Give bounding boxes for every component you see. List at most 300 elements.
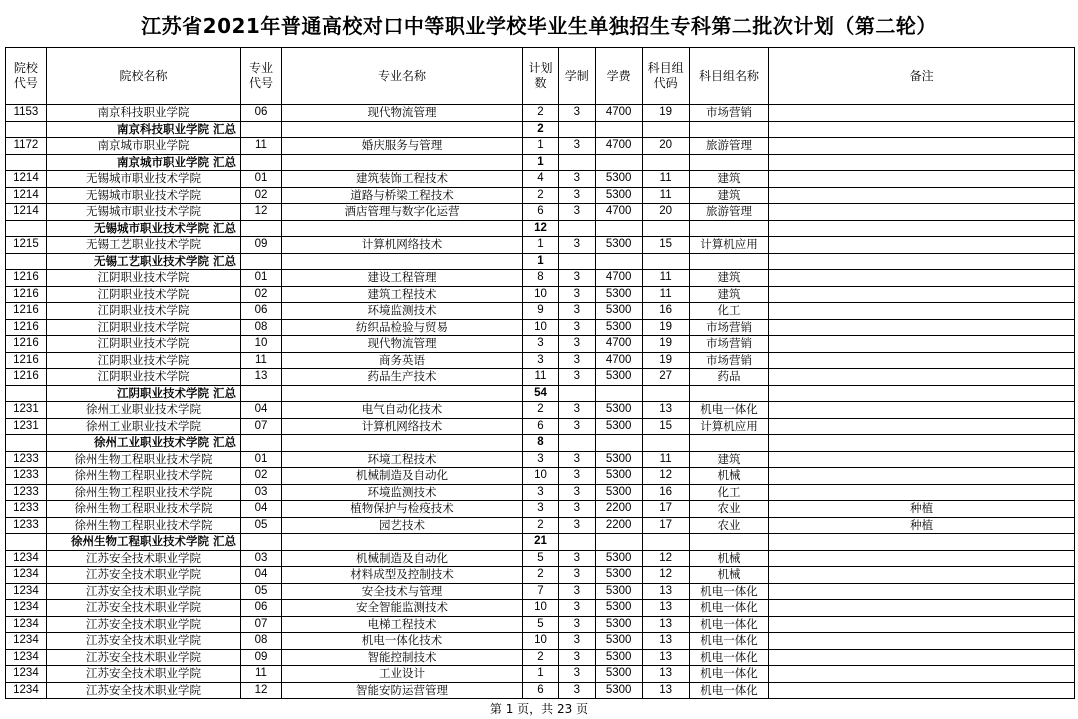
cell-major-code: 12 [241,204,282,221]
cell-group-name: 机电一体化 [689,633,769,650]
table-row [6,550,1075,567]
cell-school-code: 1233 [6,501,47,518]
cell-empty [558,385,595,402]
header-group-code: 科目组代码 [642,48,689,105]
cell-school-name: 江阴职业技术学院 [46,352,240,369]
cell-school-name: 无锡城市职业技术学院 [46,171,240,188]
cell-school-code: 1231 [6,418,47,435]
cell-group-name: 建筑 [689,270,769,287]
cell-group-name: 建筑 [689,451,769,468]
cell-years: 3 [558,105,595,122]
cell-years: 3 [558,303,595,320]
summary-row [6,435,1075,452]
cell-major-name: 道路与桥梁工程技术 [281,187,522,204]
table-row [6,319,1075,336]
cell-empty [281,534,522,551]
cell-major-name: 酒店管理与数字化运营 [281,204,522,221]
cell-years: 3 [558,501,595,518]
cell-group-name: 旅游管理 [689,138,769,155]
page-footer: 第 1 页，共 23 页 [489,702,589,716]
cell-empty [642,220,689,237]
cell-years: 3 [558,204,595,221]
cell-plan: 2 [523,567,559,584]
cell-empty [642,435,689,452]
cell-fee: 5300 [595,237,642,254]
cell-empty [281,385,522,402]
cell-school-name: 江苏安全技术职业学院 [46,567,240,584]
cell-remark: 种植 [769,501,1075,518]
cell-fee: 4700 [595,336,642,353]
cell-major-name: 环境监测技术 [281,303,522,320]
cell-major-code: 09 [241,237,282,254]
cell-school-code: 1234 [6,649,47,666]
cell-group-name: 机电一体化 [689,666,769,683]
cell-empty [769,253,1075,270]
cell-empty [558,220,595,237]
cell-major-name: 智能安防运营管理 [281,682,522,699]
cell-plan: 10 [523,468,559,485]
table-row [6,402,1075,419]
cell-empty [595,534,642,551]
cell-major-name: 商务英语 [281,352,522,369]
plan-table-body [6,105,1075,699]
cell-major-code: 08 [241,633,282,650]
cell-fee: 5300 [595,286,642,303]
cell-remark [769,187,1075,204]
cell-school-name: 徐州生物工程职业技术学院 [46,468,240,485]
cell-years: 3 [558,517,595,534]
header-school-name: 院校名称 [46,48,240,105]
cell-empty [595,435,642,452]
cell-group-code: 13 [642,682,689,699]
table-row [6,484,1075,501]
cell-school-name: 江苏安全技术职业学院 [46,682,240,699]
cell-fee: 4700 [595,270,642,287]
cell-group-code: 20 [642,138,689,155]
cell-fee: 4700 [595,105,642,122]
cell-school-code: 1214 [6,204,47,221]
cell-remark [769,171,1075,188]
summary-label: 徐州生物工程职业技术学院 汇总 [46,534,240,551]
cell-empty [6,154,47,171]
cell-fee: 5300 [595,369,642,386]
cell-major-name: 计算机网络技术 [281,237,522,254]
cell-major-name: 机械制造及自动化 [281,550,522,567]
cell-group-name: 建筑 [689,286,769,303]
cell-major-code: 06 [241,600,282,617]
cell-empty [595,220,642,237]
cell-remark: 种植 [769,517,1075,534]
summary-label: 徐州工业职业技术学院 汇总 [46,435,240,452]
cell-empty [281,121,522,138]
cell-empty [281,435,522,452]
cell-empty [241,154,282,171]
cell-years: 3 [558,468,595,485]
summary-plan: 1 [523,253,559,270]
cell-school-name: 徐州生物工程职业技术学院 [46,484,240,501]
summary-plan: 2 [523,121,559,138]
cell-school-name: 徐州工业职业技术学院 [46,402,240,419]
cell-years: 3 [558,583,595,600]
cell-remark [769,451,1075,468]
cell-school-code: 1214 [6,187,47,204]
cell-school-name: 徐州生物工程职业技术学院 [46,451,240,468]
cell-empty [595,121,642,138]
cell-group-name: 机电一体化 [689,616,769,633]
cell-school-name: 徐州生物工程职业技术学院 [46,517,240,534]
cell-major-code: 02 [241,187,282,204]
cell-major-code: 05 [241,583,282,600]
table-row [6,666,1075,683]
cell-empty [769,385,1075,402]
cell-years: 3 [558,550,595,567]
cell-group-code: 15 [642,418,689,435]
cell-school-code: 1234 [6,682,47,699]
cell-group-code: 19 [642,105,689,122]
summary-row [6,220,1075,237]
cell-group-code: 20 [642,204,689,221]
cell-years: 3 [558,682,595,699]
cell-empty [558,534,595,551]
cell-school-name: 江苏安全技术职业学院 [46,666,240,683]
cell-empty [642,121,689,138]
cell-school-code: 1233 [6,484,47,501]
cell-remark [769,105,1075,122]
cell-major-code: 03 [241,484,282,501]
cell-group-name: 建筑 [689,187,769,204]
cell-group-name: 机电一体化 [689,600,769,617]
summary-row [6,534,1075,551]
cell-school-code: 1234 [6,550,47,567]
cell-major-code: 13 [241,369,282,386]
cell-group-name: 建筑 [689,171,769,188]
cell-years: 3 [558,171,595,188]
cell-major-name: 现代物流管理 [281,105,522,122]
cell-years: 3 [558,138,595,155]
cell-empty [558,154,595,171]
cell-plan: 11 [523,369,559,386]
cell-school-name: 江阴职业技术学院 [46,369,240,386]
cell-empty [241,253,282,270]
cell-empty [6,435,47,452]
cell-group-code: 27 [642,369,689,386]
cell-remark [769,204,1075,221]
cell-group-code: 17 [642,501,689,518]
cell-remark [769,468,1075,485]
cell-group-name: 机电一体化 [689,583,769,600]
cell-school-name: 徐州生物工程职业技术学院 [46,501,240,518]
cell-empty [6,253,47,270]
cell-school-name: 无锡工艺职业技术学院 [46,237,240,254]
table-row [6,204,1075,221]
table-row [6,583,1075,600]
cell-plan: 10 [523,633,559,650]
cell-major-code: 03 [241,550,282,567]
cell-group-code: 12 [642,550,689,567]
cell-plan: 10 [523,286,559,303]
cell-empty [689,154,769,171]
cell-fee: 5300 [595,583,642,600]
cell-school-code: 1215 [6,237,47,254]
cell-school-code: 1216 [6,270,47,287]
cell-years: 3 [558,567,595,584]
cell-remark [769,369,1075,386]
cell-group-name: 机电一体化 [689,402,769,419]
table-row [6,418,1075,435]
cell-empty [642,154,689,171]
table-row [6,451,1075,468]
cell-fee: 5300 [595,171,642,188]
cell-fee: 4700 [595,352,642,369]
cell-major-name: 机械制造及自动化 [281,468,522,485]
cell-major-name: 工业设计 [281,666,522,683]
cell-group-code: 19 [642,352,689,369]
cell-group-name: 市场营销 [689,352,769,369]
cell-major-name: 纺织品检验与贸易 [281,319,522,336]
cell-years: 3 [558,402,595,419]
cell-empty [558,253,595,270]
summary-label: 江阴职业技术学院 汇总 [46,385,240,402]
table-row [6,633,1075,650]
table-row [6,369,1075,386]
cell-fee: 5300 [595,567,642,584]
cell-fee: 2200 [595,517,642,534]
cell-remark [769,303,1075,320]
cell-school-code: 1216 [6,352,47,369]
cell-plan: 3 [523,501,559,518]
cell-fee: 5300 [595,468,642,485]
cell-group-name: 机械 [689,468,769,485]
cell-school-code: 1216 [6,303,47,320]
cell-school-code: 1234 [6,583,47,600]
cell-plan: 3 [523,451,559,468]
cell-fee: 5300 [595,418,642,435]
cell-plan: 3 [523,336,559,353]
cell-major-name: 建设工程管理 [281,270,522,287]
cell-years: 3 [558,187,595,204]
cell-remark [769,336,1075,353]
cell-major-name: 建筑装饰工程技术 [281,171,522,188]
cell-major-code: 05 [241,517,282,534]
cell-school-code: 1214 [6,171,47,188]
table-row [6,600,1075,617]
cell-school-name: 江阴职业技术学院 [46,286,240,303]
cell-empty [281,253,522,270]
summary-label: 南京城市职业学院 汇总 [46,154,240,171]
cell-remark [769,616,1075,633]
cell-plan: 2 [523,187,559,204]
header-years: 学制 [558,48,595,105]
cell-remark [769,270,1075,287]
cell-school-code: 1153 [6,105,47,122]
cell-plan: 8 [523,270,559,287]
cell-group-code: 16 [642,303,689,320]
cell-group-code: 13 [642,583,689,600]
cell-years: 3 [558,336,595,353]
cell-plan: 2 [523,649,559,666]
cell-remark [769,402,1075,419]
cell-empty [689,385,769,402]
cell-group-name: 市场营销 [689,336,769,353]
summary-label: 无锡工艺职业技术学院 汇总 [46,253,240,270]
cell-major-code: 04 [241,567,282,584]
cell-group-code: 11 [642,187,689,204]
cell-major-code: 02 [241,286,282,303]
cell-group-name: 旅游管理 [689,204,769,221]
cell-major-code: 10 [241,336,282,353]
cell-major-code: 06 [241,303,282,320]
cell-empty [595,385,642,402]
cell-major-code: 11 [241,138,282,155]
cell-fee: 5300 [595,402,642,419]
cell-empty [241,121,282,138]
cell-group-name: 计算机应用 [689,418,769,435]
cell-empty [689,253,769,270]
cell-group-name: 农业 [689,517,769,534]
cell-school-name: 江阴职业技术学院 [46,319,240,336]
cell-major-name: 材料成型及控制技术 [281,567,522,584]
cell-empty [558,121,595,138]
cell-school-name: 徐州工业职业技术学院 [46,418,240,435]
cell-group-code: 13 [642,649,689,666]
cell-major-name: 机电一体化技术 [281,633,522,650]
summary-label: 南京科技职业学院 汇总 [46,121,240,138]
cell-empty [769,220,1075,237]
cell-group-code: 13 [642,616,689,633]
cell-empty [241,385,282,402]
table-row [6,649,1075,666]
cell-empty [642,253,689,270]
cell-fee: 2200 [595,501,642,518]
table-row [6,270,1075,287]
cell-empty [689,534,769,551]
cell-empty [769,534,1075,551]
summary-plan: 1 [523,154,559,171]
cell-major-name: 智能控制技术 [281,649,522,666]
cell-group-code: 11 [642,286,689,303]
cell-years: 3 [558,649,595,666]
cell-major-name: 计算机网络技术 [281,418,522,435]
cell-plan: 5 [523,550,559,567]
page-title: 江苏省2021年普通高校对口中等职业学校毕业生单独招生专科第二批次计划（第二轮） [141,14,937,38]
table-row [6,171,1075,188]
cell-years: 3 [558,666,595,683]
cell-empty [689,220,769,237]
summary-row [6,154,1075,171]
table-row [6,567,1075,584]
cell-group-code: 19 [642,319,689,336]
summary-row [6,385,1075,402]
header-remark: 备注 [769,48,1075,105]
cell-major-code: 12 [241,682,282,699]
cell-school-code: 1233 [6,517,47,534]
cell-empty [558,435,595,452]
cell-school-code: 1172 [6,138,47,155]
header-fee: 学费 [595,48,642,105]
cell-group-code: 11 [642,270,689,287]
cell-remark [769,138,1075,155]
cell-school-code: 1234 [6,633,47,650]
cell-empty [689,121,769,138]
cell-fee: 5300 [595,303,642,320]
cell-plan: 1 [523,237,559,254]
cell-group-name: 化工 [689,484,769,501]
cell-fee: 5300 [595,616,642,633]
cell-group-code: 12 [642,468,689,485]
cell-school-name: 江阴职业技术学院 [46,303,240,320]
cell-school-name: 江苏安全技术职业学院 [46,616,240,633]
cell-school-name: 江阴职业技术学院 [46,336,240,353]
cell-plan: 4 [523,171,559,188]
cell-school-code: 1234 [6,600,47,617]
cell-empty [769,154,1075,171]
cell-years: 3 [558,319,595,336]
cell-group-code: 13 [642,633,689,650]
cell-group-name: 机械 [689,567,769,584]
cell-major-code: 07 [241,418,282,435]
summary-row [6,253,1075,270]
cell-years: 3 [558,616,595,633]
cell-empty [595,154,642,171]
cell-remark [769,484,1075,501]
table-row [6,501,1075,518]
cell-major-name: 药品生产技术 [281,369,522,386]
cell-empty [769,121,1075,138]
cell-group-name: 机械 [689,550,769,567]
cell-years: 3 [558,484,595,501]
cell-empty [241,435,282,452]
table-row [6,286,1075,303]
cell-years: 3 [558,286,595,303]
cell-major-code: 06 [241,105,282,122]
cell-plan: 10 [523,319,559,336]
cell-group-code: 13 [642,600,689,617]
cell-plan: 1 [523,138,559,155]
summary-row [6,121,1075,138]
cell-empty [281,154,522,171]
cell-group-code: 13 [642,402,689,419]
header-group-name: 科目组名称 [689,48,769,105]
cell-group-name: 机电一体化 [689,682,769,699]
cell-remark [769,286,1075,303]
cell-school-code: 1216 [6,319,47,336]
table-row [6,303,1075,320]
cell-empty [241,534,282,551]
cell-remark [769,583,1075,600]
cell-empty [6,385,47,402]
cell-plan: 6 [523,204,559,221]
cell-group-code: 15 [642,237,689,254]
table-row [6,682,1075,699]
table-row [6,616,1075,633]
cell-school-code: 1234 [6,666,47,683]
cell-empty [642,534,689,551]
summary-plan: 8 [523,435,559,452]
cell-empty [6,220,47,237]
header-plan: 计划数 [523,48,559,105]
cell-plan: 6 [523,682,559,699]
cell-group-name: 农业 [689,501,769,518]
cell-group-code: 11 [642,451,689,468]
cell-school-name: 江苏安全技术职业学院 [46,583,240,600]
header-school-code: 院校代号 [6,48,47,105]
cell-major-code: 01 [241,270,282,287]
cell-major-code: 07 [241,616,282,633]
summary-plan: 21 [523,534,559,551]
cell-years: 3 [558,451,595,468]
table-row [6,138,1075,155]
cell-major-name: 植物保护与检疫技术 [281,501,522,518]
